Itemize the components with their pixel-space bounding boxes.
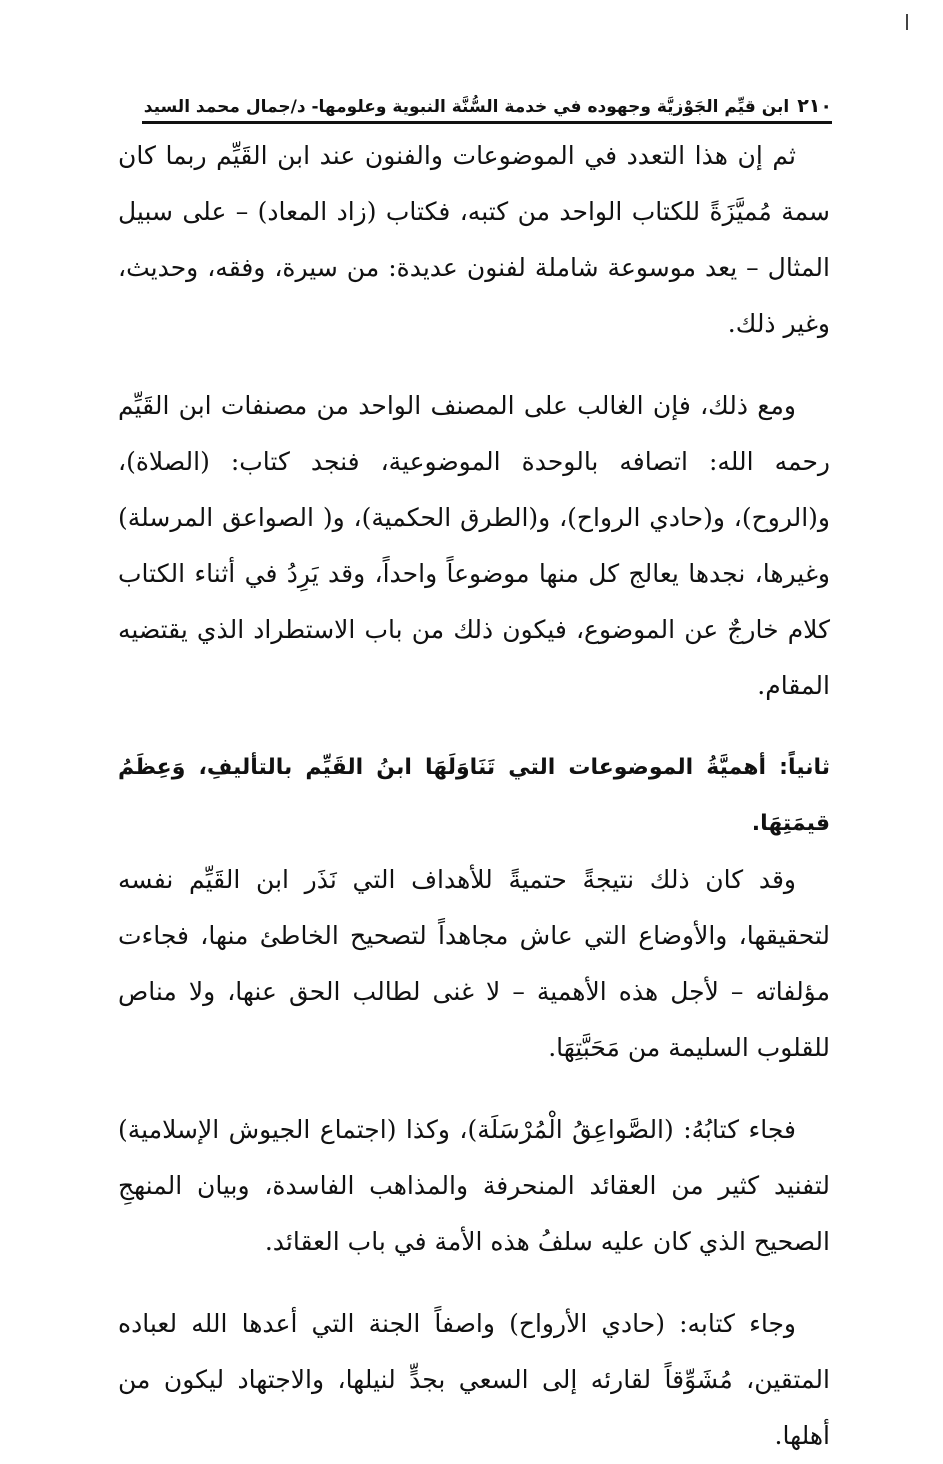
header-title: ابن قيِّم الجَوْزيَّة وجهوده في خدمة السُّنَّة النبوية وعلومها- د/جمال محمد السيد bbox=[143, 97, 790, 117]
page-body bbox=[118, 128, 830, 1464]
running-header bbox=[142, 88, 832, 124]
paragraph-5: وجاء كتابه: (حادي الأرواح) واصفاً الجنة التي أعدها الله لعباده المتقين، مُشَوِّقاً لقارئه إلى السعي بجدٍّ لنيلها، والاجتهاد ليكون من أهلها. bbox=[118, 1309, 830, 1450]
paragraph-2: ومع ذلك، فإن الغالب على المصنف الواحد من مصنفات ابن القَيِّم رحمه الله: اتصافه بالوحدة الموضوعية، فنجد كتاب: (الصلاة)، و(الروح)، و(حادي الرواح)، و(الطرق الحكمية)، و( الصواعق المرسلة) وغيرها، نجدها يعالج كل منها موضوعاً واحداً، وقد يَرِدُ في أثناء الكتاب كلام خارجٌ عن الموضوع، فيكون ذلك من باب الاستطراد الذي يقتضيه المقام. bbox=[118, 391, 830, 700]
paragraph-4: فجاء كتابُهُ: (الصَّواعِقُ الْمُرْسَلَة)، وكذا (اجتماع الجيوش الإسلامية) لتفنيد كثير من العقائد المنحرفة والمذاهب الفاسدة، وبيان المنهجِ الصحيح الذي كان عليه سلفُ هذه الأمة في باب العقائد. bbox=[118, 1115, 830, 1256]
paragraph-1: ثم إن هذا التعدد في الموضوعات والفنون عند ابن القَيِّم ربما كان سمة مُميَّزَةً للكتاب الواحد من كتبه، فكتاب (زاد المعاد) – على سبيل المثال – يعد موسوعة شاملة لفنون عديدة: من سيرة، وفقه، وحديث، وغير ذلك. bbox=[118, 141, 830, 338]
paragraph-3: وقد كان ذلك نتيجةً حتميةً للأهداف التي نَذَر ابن القَيِّم نفسه لتحقيقها، والأوضاع التي عاش مجاهداً لتصحيح الخاطئ منها، فجاءت مؤلفاته – لأجل هذه الأهمية – لا غنى لطالب الحق عنها، ولا مناص للقلوب السليمة من مَحَبَّتِهَا. bbox=[118, 865, 830, 1062]
scan-mark bbox=[906, 14, 908, 30]
page-number: ٢١٠ bbox=[797, 95, 832, 117]
section-heading: ثانياً: أهميَّةُ الموضوعات التي تَنَاوَلَهَا ابنُ القَيِّم بالتأليفِ، وَعِظَمُ قيمَتِهَا. bbox=[118, 755, 830, 836]
